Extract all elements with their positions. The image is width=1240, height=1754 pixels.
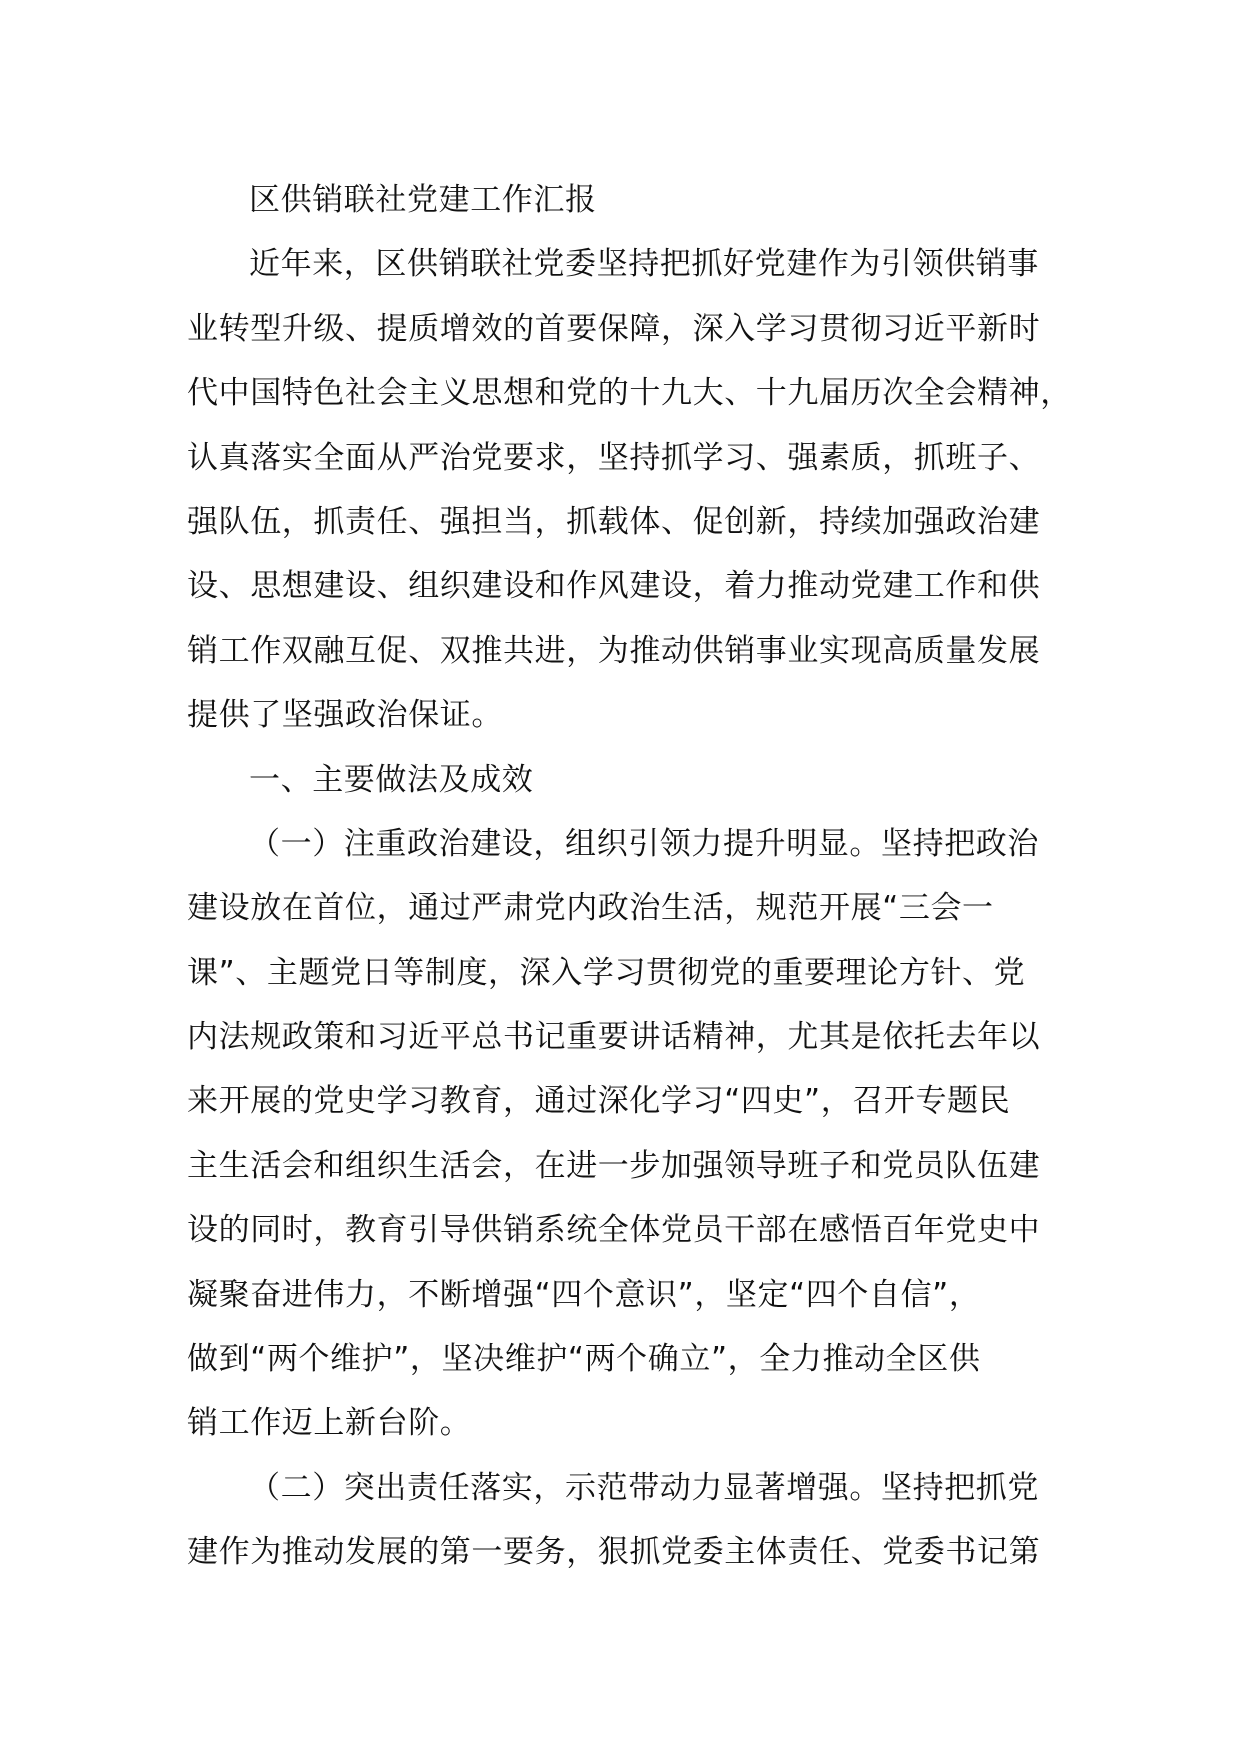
paragraph-line: 课”、主题党日等制度，深入学习贯彻党的重要理论方针、党 bbox=[187, 954, 1026, 991]
paragraph-line: 内法规政策和习近平总书记重要讲话精神，尤其是依托去年以 bbox=[187, 1019, 1041, 1056]
paragraph-line: 强队伍，抓责任、强担当，抓载体、促创新，持续加强政治建 bbox=[187, 503, 1041, 540]
paragraph-line: 代中国特色社会主义思想和党的十九大、十九届历次全会精神， bbox=[187, 375, 1072, 412]
paragraph-line: 来开展的党史学习教育，通过深化学习“四史”，召开专题民 bbox=[187, 1083, 1011, 1120]
paragraph-line: 主生活会和组织生活会，在进一步加强领导班子和党员队伍建 bbox=[187, 1147, 1041, 1184]
paragraph-line: 提供了坚强政治保证。 bbox=[187, 697, 503, 734]
paragraph-line: 设的同时，教育引导供销系统全体党员干部在感悟百年党史中 bbox=[187, 1212, 1041, 1249]
paragraph-line: 设、思想建设、组织建设和作风建设，着力推动党建工作和供 bbox=[187, 568, 1041, 605]
document-body bbox=[187, 168, 1072, 1585]
paragraph-line: 业转型升级、提质增效的首要保障，深入学习贯彻习近平新时 bbox=[187, 310, 1041, 347]
paragraph-line: 凝聚奋进伟力，不断增强“四个意识”，坚定“四个自信”， bbox=[187, 1276, 981, 1313]
paragraph-line: （二）突出责任落实，示范带动力显著增强。坚持把抓党 bbox=[249, 1469, 1039, 1506]
paragraph-line: 建设放在首位，通过严肃党内政治生活，规范开展“三会一 bbox=[187, 890, 994, 927]
paragraph-line: 销工作双融互促、双推共进，为推动供销事业实现高质量发展 bbox=[187, 632, 1041, 669]
paragraph-political-building bbox=[187, 812, 1067, 1456]
paragraph-line: 近年来，区供销联社党委坚持把抓好党建作为引领供销事 bbox=[249, 246, 1039, 283]
section-heading: 一、主要做法及成效 bbox=[249, 761, 534, 798]
paragraph-line: 销工作迈上新台阶。 bbox=[187, 1405, 472, 1442]
paragraph-line: 认真落实全面从严治党要求，坚持抓学习、强素质，抓班子、 bbox=[187, 439, 1041, 476]
paragraph-line: （一）注重政治建设，组织引领力提升明显。坚持把政治 bbox=[249, 825, 1039, 862]
paragraph-line: 做到“两个维护”，坚决维护“两个确立”，全力推动全区供 bbox=[187, 1341, 981, 1378]
paragraph-intro bbox=[187, 232, 1072, 747]
paragraph-responsibility bbox=[187, 1456, 1067, 1585]
document-title: 区供销联社党建工作汇报 bbox=[249, 182, 597, 218]
paragraph-line: 建作为推动发展的第一要务，狠抓党委主体责任、党委书记第 bbox=[187, 1534, 1041, 1571]
